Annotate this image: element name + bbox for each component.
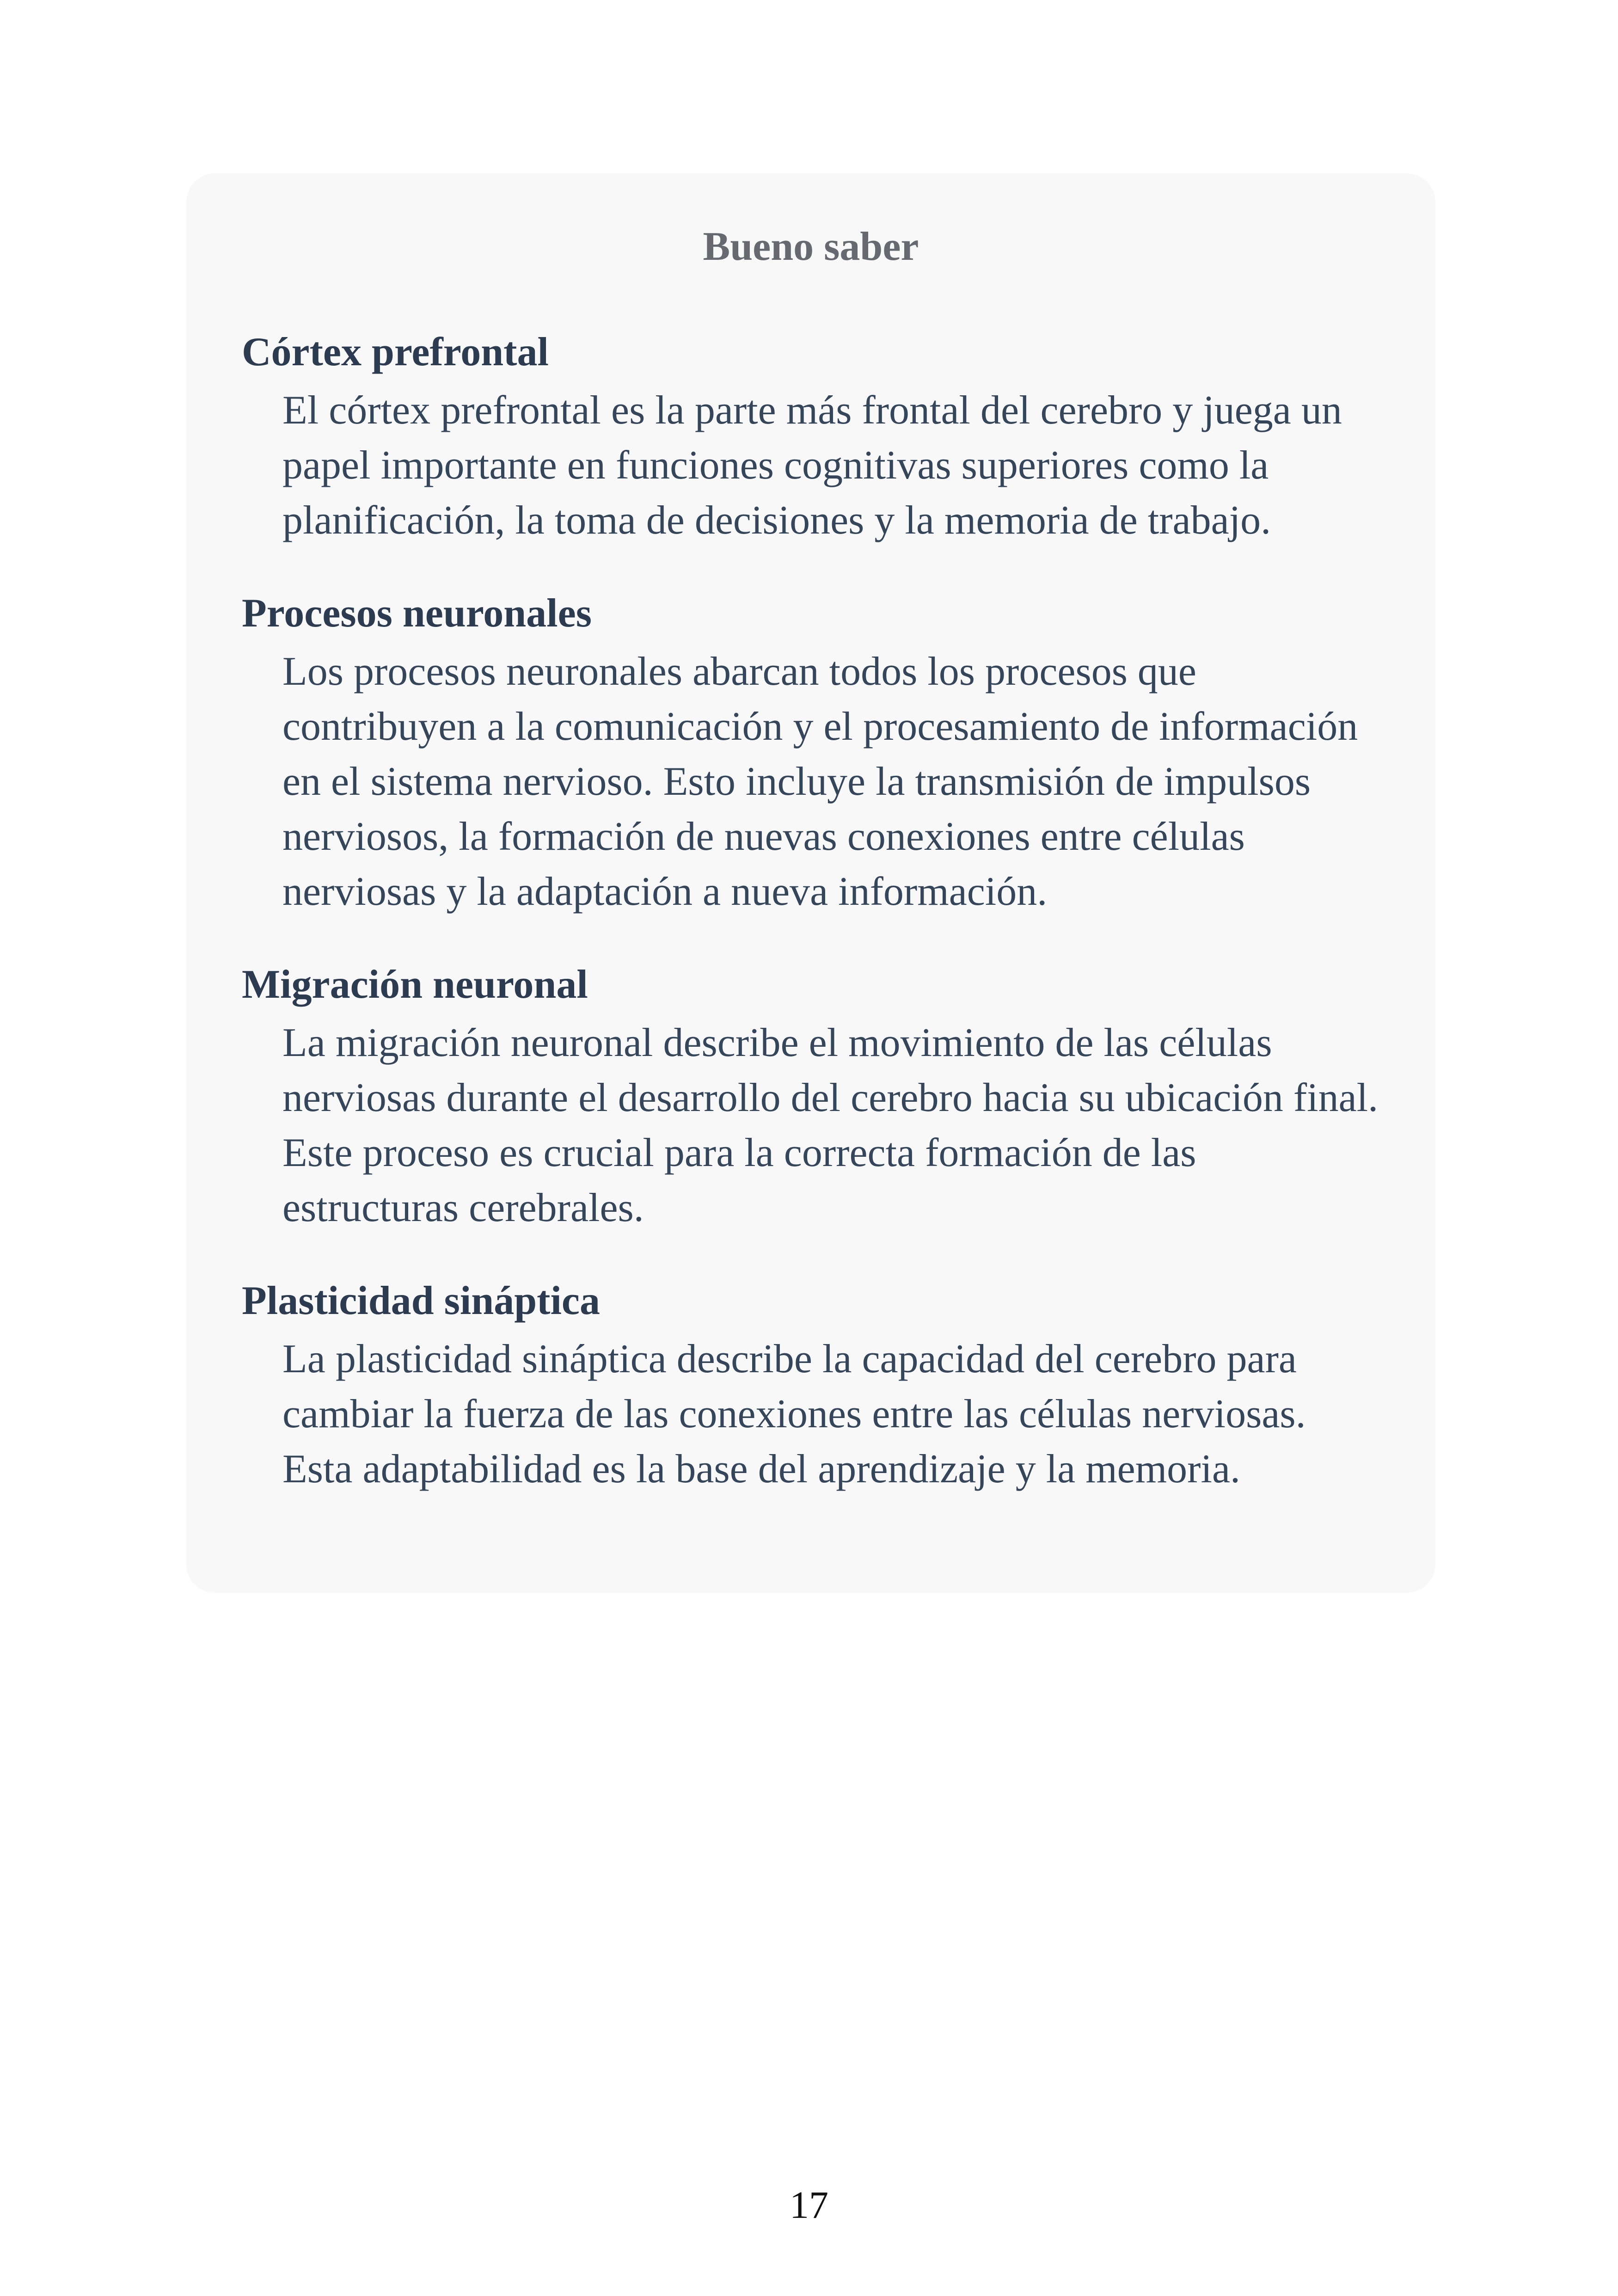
info-box-title: Bueno saber: [703, 224, 919, 269]
term-heading: Migración neuronal: [242, 962, 588, 1007]
info-box: [186, 173, 1435, 1593]
term-definition: El córtex prefrontal es la parte más frontal del cerebro y juega un papel importante en funciones cognitivas superiores como la planificación, la toma de decisiones y la memoria de trabajo.: [282, 388, 1342, 543]
term-entry: [242, 332, 1380, 548]
term-heading: Plasticidad sináptica: [242, 1278, 600, 1323]
term-heading: Procesos neuronales: [242, 591, 592, 636]
term-entry: [242, 964, 1380, 1235]
term-entry: [242, 1278, 1380, 1497]
term-definition: La migración neuronal describe el movimiento de las células nerviosas durante el desarrollo del cerebro hacia su ubicación final. Este proceso es crucial para la correcta formación de las estructuras cerebrales.: [282, 1020, 1379, 1230]
term-definition: La plasticidad sináptica describe la capacidad del cerebro para cambiar la fuerza de las conexiones entre las células nerviosas. Esta adaptabilidad es la base del aprendizaje y la memoria.: [282, 1337, 1306, 1492]
term-definition: Los procesos neuronales abarcan todos los procesos que contribuyen a la comunicación y el procesamiento de información en el sistema nervioso. Esto incluye la transmisión de impulsos nerviosos, la formación de nuevas conexiones entre células nerviosas y la adaptación a nueva información.: [282, 649, 1358, 914]
term-entry: [242, 593, 1380, 919]
page-number: 17: [790, 2184, 828, 2227]
term-heading: Córtex prefrontal: [242, 330, 549, 374]
